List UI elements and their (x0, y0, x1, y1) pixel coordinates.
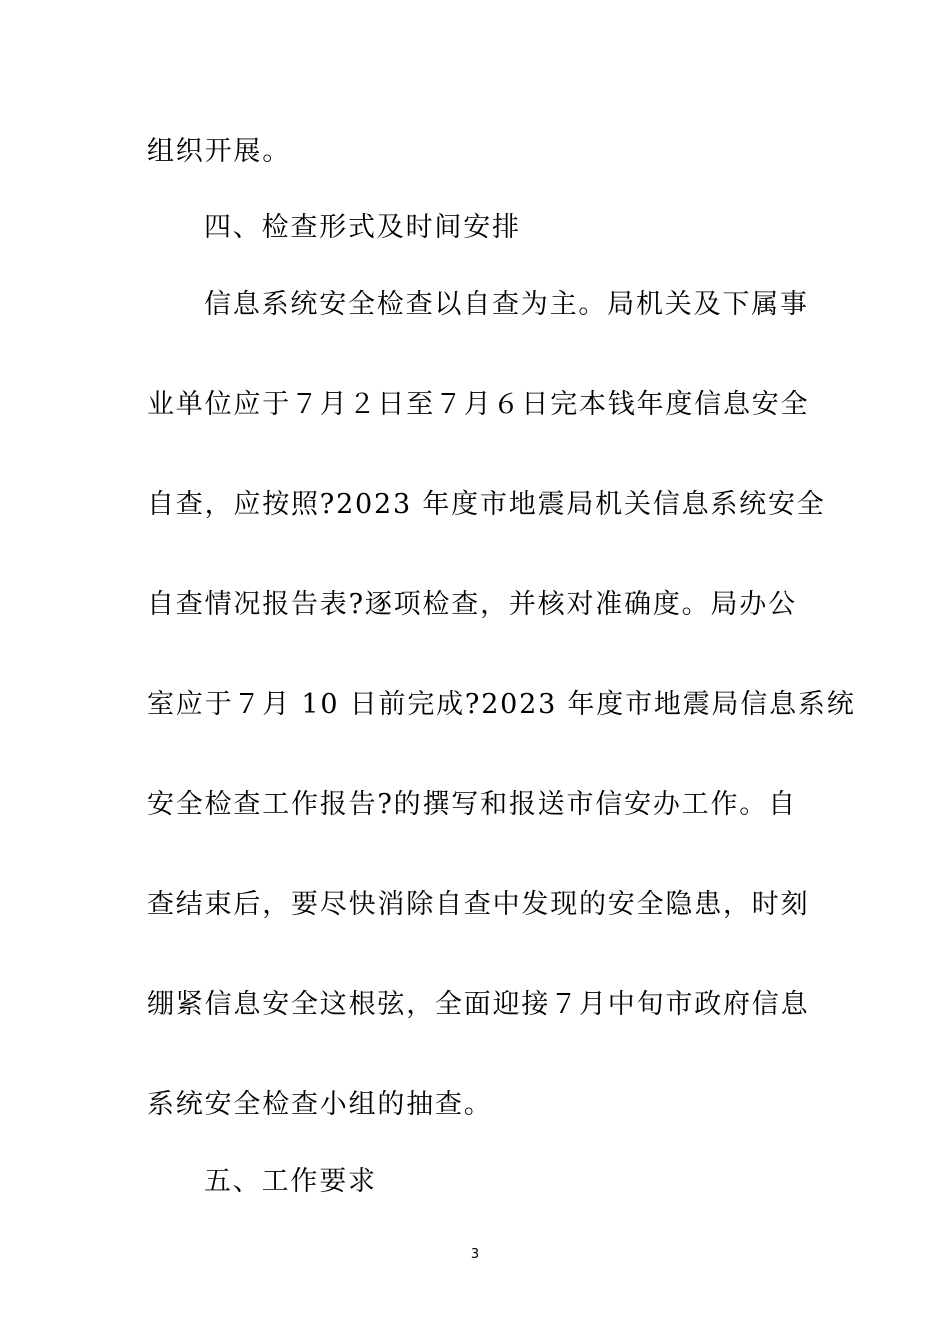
paragraph-line-3: 业单位应于７月２日至７月６日完本钱年度信息安全 (147, 389, 810, 420)
paragraph-line-9: 绷紧信息安全这根弦，全面迎接７月中旬市政府信息 (147, 989, 810, 1020)
page-number: 3 (470, 1247, 480, 1262)
paragraph-line-4: 自查，应按照?2023 年度市地震局机关信息系统安全 (147, 489, 826, 520)
paragraph-line-7: 安全检查工作报告?的撰写和报送市信安办工作。自 (147, 789, 797, 820)
paragraph-line-2: 信息系统安全检查以自查为主。局机关及下属事 (204, 289, 809, 320)
section-heading-five: 五、工作要求 (204, 1166, 377, 1197)
paragraph-line-10: 系统安全检查小组的抽查。 (147, 1089, 493, 1120)
paragraph-line-8: 查结束后，要尽快消除自查中发现的安全隐患，时刻 (147, 889, 810, 920)
paragraph-line-1: 组织开展。 (147, 136, 291, 167)
paragraph-line-5: 自查情况报告表?逐项检查，并核对准确度。局办公 (147, 589, 797, 620)
section-heading-four: 四、检查形式及时间安排 (204, 212, 521, 243)
paragraph-line-6: 室应于７月 10 日前完成?2023 年度市地震局信息系统 (147, 689, 856, 720)
